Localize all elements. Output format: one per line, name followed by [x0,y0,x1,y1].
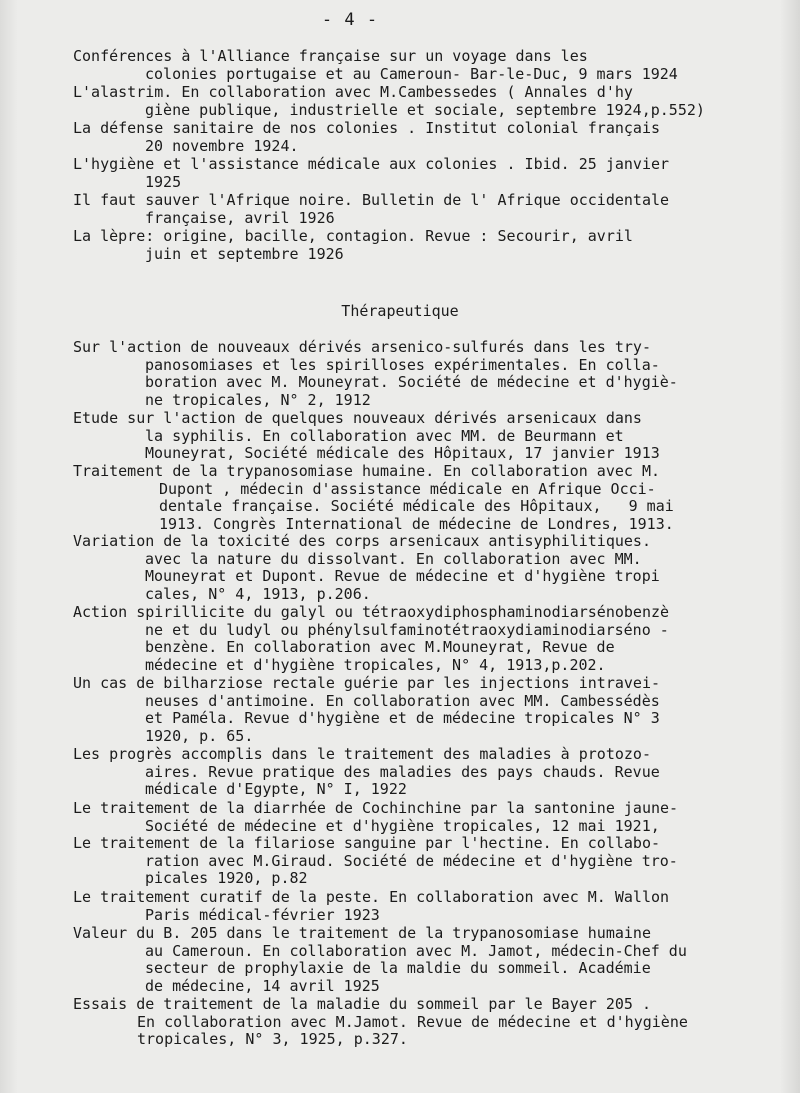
entry-first-line: Un cas de bilharziose rectale guérie par les injections intravei- [73,674,660,692]
entry-continuation-line: médecine et d'hygiène tropicales, N° 4, 1913,p.202. [145,655,606,674]
entry-first-line: Etude sur l'action de quelques nouveaux dérivés arsenicaux dans [73,409,642,427]
entry-continuation-line: En collaboration avec M.Jamot. Revue de médecine et d'hygiène [137,1012,688,1031]
entry-first-line: Action spirillicite du galyl ou tétraoxydiphosphaminodiarsénobenzè [73,603,670,621]
bibliography-entry [73,84,788,119]
bibliography-entry [73,925,788,995]
entry-continuation-line: 1920, p. 65. [145,726,254,745]
entry-first-line: Les progrès accomplis dans le traitement des maladies à protozo- [73,745,651,763]
entry-continuation-line: tropicales, N° 3, 1925, p.327. [137,1030,408,1048]
entry-first-line: Il faut sauver l'Afrique noire. Bulletin de l' Afrique occidentale [73,191,670,209]
entry-continuation-line: juin et septembre 1926 [145,244,344,263]
entry-continuation-line: neuses d'antimoine. En collaboration avec MM. Cambessédès [145,691,660,710]
entry-continuation-line: de médecine, 14 avril 1925 [145,976,380,995]
entry-continuation-line: Société de médecine et d'hygiène tropicales, 12 mai 1921, [145,816,660,835]
bibliography-entry [73,746,788,799]
bibliography-entry [73,228,788,263]
bibliography-entry [73,339,788,409]
bibliography-entry [73,410,788,463]
entry-continuation-line: Dupont , médecin d'assistance médicale en Afrique Occi- [159,479,656,498]
entry-continuation-line: Paris médical-février 1923 [145,905,380,924]
bibliography-entry [73,800,788,835]
bibliography-entry [73,675,788,745]
entry-continuation-line: benzène. En collaboration avec M.Mouneyrat, Revue de [145,638,615,656]
entry-continuation-line: 1925 [145,172,182,191]
entry-first-line: L'alastrim. En collaboration avec M.Cambessedes ( Annales d'hy [73,83,633,101]
entry-first-line: Conférences à l'Alliance française sur un voyage dans les [73,47,588,65]
bibliography-entry [73,156,788,191]
entry-continuation-line: Mouneyrat et Dupont. Revue de médecine et d'hygiène tropi [145,567,660,585]
section-heading-therapeutique: Thérapeutique [341,302,459,320]
bibliography-entry [73,192,788,227]
entry-continuation-line: médicale d'Egypte, N° I, 1922 [145,780,407,798]
entry-continuation-line: secteur de prophylaxie de la maldie du sommeil. Académie [145,959,651,977]
entry-continuation-line: aires. Revue pratique des maladies des pays chauds. Revue [145,762,660,781]
entry-continuation-line: avec la nature du dissolvant. En collaboration avec MM. [145,549,642,568]
entry-continuation-line: boration avec M. Mouneyrat. Société de médecine et d'hygiè- [145,373,678,391]
bibliography-entry [73,120,788,155]
entry-continuation-line: 1913. Congrès International de médecine de Londres, 1913. [159,514,674,533]
entry-continuation-line: giène publique, industrielle et sociale, septembre 1924,p.552) [145,100,705,119]
bibliography-entry [73,48,788,83]
entry-first-line: Essais de traitement de la maladie du sommeil par le Bayer 205 . [73,995,651,1013]
bibliography-entry [73,463,788,533]
entry-continuation-line: française, avril 1926 [145,208,335,227]
bibliography-entry [73,533,788,603]
entry-continuation-line: cales, N° 4, 1913, p.206. [145,584,371,603]
entry-first-line: Valeur du B. 205 dans le traitement de la trypanosomiase humaine [73,924,651,942]
page-number: - 4 - [321,10,379,30]
entry-continuation-line: picales 1920, p.82 [145,869,308,887]
entry-continuation-line: et Paméla. Revue d'hygiène et de médecine tropicales N° 3 [145,709,660,727]
entry-first-line: La défense sanitaire de nos colonies . Institut colonial français [73,119,660,137]
entry-continuation-line: panosomiases et les spirilloses expérimentales. En colla- [145,355,660,374]
bibliography-entry [73,835,788,888]
entry-first-line: Sur l'action de nouveaux dérivés arsenico-sulfurés dans les try- [73,338,651,356]
bibliography-entry [73,604,788,674]
entry-continuation-line: la syphilis. En collaboration avec MM. de Beurmann et [145,426,624,445]
entry-continuation-line: au Cameroun. En collaboration avec M. Jamot, médecin-Chef du [145,941,687,960]
entry-first-line: Le traitement de la diarrhée de Cochinchine par la santonine jaune- [73,799,679,817]
entry-continuation-line: ne tropicales, N° 2, 1912 [145,390,371,409]
entry-first-line: La lèpre: origine, bacille, contagion. Revue : Secourir, avril [73,227,633,245]
entry-first-line: Le traitement de la filariose sanguine par l'hectine. En collabo- [73,834,660,852]
bibliography-entry [73,889,788,924]
entry-continuation-line: ne et du ludyl ou phénylsulfaminotétraoxydiaminodiarséno - [145,620,669,639]
entry-continuation-line: dentale française. Société médicale des Hôpitaux, 9 mai [159,497,674,515]
bibliography-entry [73,996,788,1049]
entry-first-line: Variation de la toxicité des corps arsenicaux antisyphilitiques. [73,532,651,550]
entry-continuation-line: Mouneyrat, Société médicale des Hôpitaux, 17 janvier 1913 [145,444,660,462]
entry-first-line: Traitement de la trypanosomiase humaine. En collaboration avec M. [73,462,660,480]
entry-continuation-line: 20 novembre 1924. [145,136,299,155]
entry-first-line: L'hygiène et l'assistance médicale aux colonies . Ibid. 25 janvier [73,155,670,173]
entry-continuation-line: colonies portugaise et au Cameroun- Bar-le-Duc, 9 mars 1924 [145,64,678,83]
entry-first-line: Le traitement curatif de la peste. En collaboration avec M. Wallon [73,888,670,906]
entry-continuation-line: ration avec M.Giraud. Société de médecine et d'hygiène tro- [145,851,678,870]
